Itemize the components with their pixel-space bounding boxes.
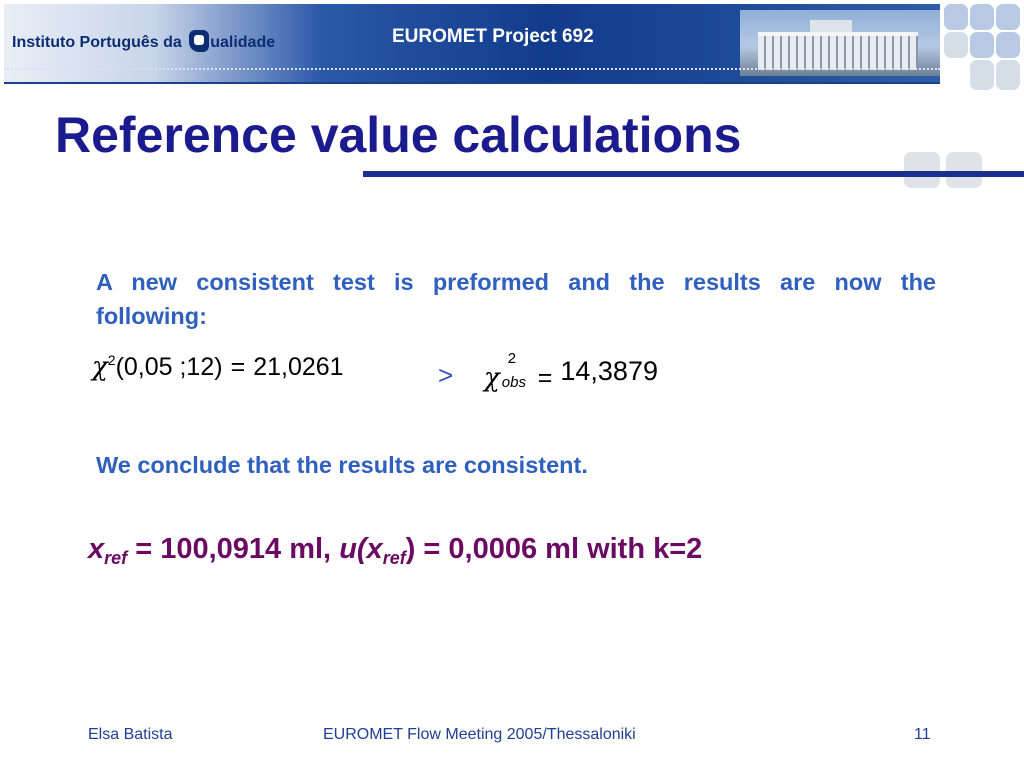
footer-event: EUROMET Flow Meeting 2005/Thessaloniki	[323, 726, 636, 743]
x-subscript: ref	[104, 548, 128, 568]
deco-square	[996, 4, 1020, 30]
project-title: EUROMET Project 692	[392, 26, 594, 47]
chi-indices	[500, 352, 530, 392]
chi-symbol: χ	[92, 352, 108, 382]
intro-text: A new consistent test is preformed and the results are now the following:	[96, 269, 936, 329]
chi-args: (0,05 ;12)	[115, 353, 223, 381]
chi-symbol: χ	[484, 363, 500, 393]
x-value-text: = 100,0914 ml,	[127, 533, 340, 565]
deco-square	[970, 60, 994, 90]
critical-value: 21,0261	[253, 353, 344, 381]
reference-value-result	[88, 533, 702, 569]
u-variable: u(x	[339, 533, 383, 565]
ipq-logo	[12, 30, 275, 52]
footer-page-number: 11	[914, 726, 931, 743]
deco-square	[996, 32, 1020, 58]
deco-square	[944, 32, 968, 58]
deco-square	[904, 152, 940, 188]
footer-author: Elsa Batista	[88, 726, 173, 743]
deco-square	[970, 32, 994, 58]
deco-square	[996, 60, 1020, 90]
chi-subscript: obs	[501, 374, 526, 391]
equals-sign: =	[230, 353, 246, 381]
chi-exponent: 2	[507, 350, 517, 367]
logo-q-icon	[189, 30, 209, 52]
logo-text-end: ualidade	[210, 34, 276, 51]
header-banner	[4, 4, 940, 84]
building-photo	[740, 10, 940, 76]
banner-dotted-line	[4, 68, 940, 70]
greater-than-sign: >	[438, 360, 454, 390]
deco-square	[944, 4, 968, 30]
title-underline	[363, 171, 1024, 177]
chi-square-critical-formula	[92, 352, 344, 402]
conclusion-text: We conclude that the results are consistent.	[96, 452, 588, 478]
deco-square	[970, 4, 994, 30]
u-value-text: ) = 0,0006 ml with k=2	[405, 533, 703, 565]
equals-sign: =	[537, 364, 553, 392]
deco-square	[946, 152, 982, 188]
x-variable: x	[88, 533, 105, 565]
u-subscript: ref	[382, 548, 406, 568]
building-facade	[758, 32, 918, 70]
logo-text-start: Instituto Português da	[12, 34, 187, 51]
slide-title: Reference value calculations	[55, 107, 742, 163]
observed-value: 14,3879	[560, 356, 658, 386]
chi-exponent: 2	[107, 351, 116, 368]
chi-square-observed-formula	[484, 352, 658, 402]
